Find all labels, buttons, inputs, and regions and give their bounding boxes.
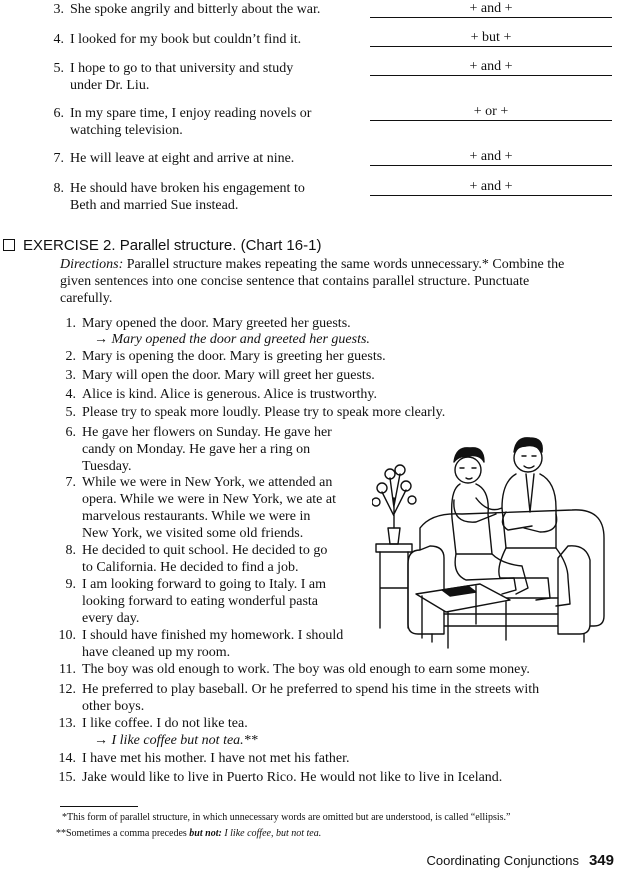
ex-item-10 bbox=[50, 627, 380, 661]
footnote-2 bbox=[56, 827, 612, 840]
ex-item-14 bbox=[50, 750, 610, 767]
item-text: He gave her flowers on Sunday. He gave her bbox=[82, 425, 332, 440]
item-text: other boys. bbox=[82, 699, 145, 714]
footnote-2-text: **Sometimes a comma precedes bbox=[56, 828, 190, 839]
item-text: He decided to quit school. He decided to go bbox=[82, 543, 328, 558]
item-text: She spoke angrily and bitterly about the war. bbox=[70, 2, 321, 17]
page-number: 349 bbox=[588, 852, 614, 869]
item-text: He should have broken his engagement to bbox=[70, 181, 305, 196]
checkbox[interactable] bbox=[3, 239, 15, 251]
item-number: 3. bbox=[65, 368, 76, 383]
answer-line: + or + bbox=[370, 104, 612, 121]
item-text: under Dr. Liu. bbox=[70, 78, 150, 93]
ex-item-13 bbox=[50, 715, 610, 749]
item-text: have cleaned up my room. bbox=[82, 645, 231, 660]
item-number: 14. bbox=[58, 751, 76, 766]
item-number: 4. bbox=[65, 387, 76, 402]
item-number: 8. bbox=[65, 543, 76, 558]
item-text: I like coffee. I do not like tea. bbox=[82, 716, 248, 731]
item-text: New York, we visited some old friends. bbox=[82, 526, 304, 541]
item-number: 11. bbox=[59, 662, 76, 677]
example-answer: → Mary opened the door and greeted her guests. bbox=[94, 332, 370, 347]
item-number: 12. bbox=[58, 682, 76, 697]
answer-line: + and + bbox=[370, 149, 612, 166]
item-text: looking forward to eating wonderful pasta bbox=[82, 594, 318, 609]
ex-item-2 bbox=[50, 348, 610, 365]
item-text: In my spare time, I enjoy reading novels or bbox=[70, 106, 312, 121]
directions-line: Parallel structure makes repeating the same words unnecessary.* Combine the bbox=[123, 257, 565, 272]
item-text: Beth and married Sue instead. bbox=[70, 198, 239, 213]
item-7-row bbox=[38, 150, 368, 167]
item-number: 2. bbox=[65, 349, 76, 364]
ex-item-5 bbox=[50, 404, 610, 421]
exercise-title: EXERCISE 2. Parallel structure. (Chart 16-1) bbox=[23, 237, 322, 254]
item-4-row bbox=[38, 31, 368, 48]
item-text: watching television. bbox=[70, 123, 183, 138]
item-text: Alice is kind. Alice is generous. Alice is trustworthy. bbox=[82, 387, 377, 402]
ex-item-12 bbox=[50, 681, 610, 715]
item-text: candy on Monday. He gave her a ring on bbox=[82, 442, 311, 457]
item-number: 9. bbox=[65, 577, 76, 592]
item-number: 6. bbox=[53, 106, 64, 121]
item-6-row bbox=[38, 105, 368, 139]
item-text: While we were in New York, we attended an bbox=[82, 475, 333, 490]
item-number: 13. bbox=[58, 716, 76, 731]
item-text: Tuesday. bbox=[82, 459, 132, 474]
item-number: 8. bbox=[53, 181, 64, 196]
ex-item-8 bbox=[50, 542, 370, 576]
item-number: 3. bbox=[53, 2, 64, 17]
item-number: 15. bbox=[58, 770, 76, 785]
directions-line: given sentences into one concise sentence that contains parallel structure. Punctuate bbox=[60, 274, 530, 289]
ex-item-3 bbox=[50, 367, 610, 384]
item-text: I am looking forward to going to Italy. I am bbox=[82, 577, 327, 592]
footnote-2-example: I like coffee, but not tea. bbox=[221, 828, 322, 839]
section-title: Coordinating Conjunctions bbox=[426, 853, 579, 868]
ex-item-7 bbox=[50, 474, 370, 542]
item-text: every day. bbox=[82, 611, 140, 626]
item-text: I hope to go to that university and study bbox=[70, 61, 294, 76]
item-number: 7. bbox=[53, 151, 64, 166]
item-number: 5. bbox=[65, 405, 76, 420]
couple-on-sofa-illustration bbox=[372, 428, 610, 650]
item-text: to California. He decided to find a job. bbox=[82, 560, 299, 575]
item-text: opera. While we were in New York, we ate at bbox=[82, 492, 336, 507]
example-answer: → I like coffee but not tea.** bbox=[94, 733, 258, 748]
item-8-row bbox=[38, 180, 368, 214]
item-number: 6. bbox=[65, 425, 76, 440]
ex-item-1 bbox=[50, 315, 610, 349]
item-5-row bbox=[38, 60, 368, 94]
ex-item-11 bbox=[50, 661, 610, 678]
page-footer bbox=[426, 852, 614, 870]
footnote-1: *This form of parallel structure, in which unnecessary words are omitted but are understood, is called “ellipsis.” bbox=[62, 812, 511, 823]
item-text: I should have finished my homework. I should bbox=[82, 628, 344, 643]
item-number: 5. bbox=[53, 61, 64, 76]
answer-line: + but + bbox=[370, 30, 612, 47]
item-number: 10. bbox=[58, 628, 76, 643]
ex-item-9 bbox=[50, 576, 370, 627]
answer-line: + and + bbox=[370, 179, 612, 196]
footnote-divider bbox=[60, 806, 138, 807]
item-text: The boy was old enough to work. The boy was old enough to earn some money. bbox=[82, 662, 530, 677]
answer-line: + and + bbox=[370, 1, 612, 18]
item-text: I have met his mother. I have not met his father. bbox=[82, 751, 350, 766]
ex-item-6 bbox=[50, 424, 370, 475]
item-text: Mary opened the door. Mary greeted her guests. bbox=[82, 316, 351, 331]
exercise-title-row bbox=[3, 237, 321, 254]
directions-label: Directions: bbox=[60, 257, 124, 272]
item-text: Jake would like to live in Puerto Rico. He would not like to live in Iceland. bbox=[82, 770, 503, 785]
footnote-2-bold: but not: bbox=[189, 828, 222, 839]
item-number: 7. bbox=[65, 475, 76, 490]
item-text: He will leave at eight and arrive at nine. bbox=[70, 151, 295, 166]
item-text: He preferred to play baseball. Or he preferred to spend his time in the streets with bbox=[82, 682, 540, 697]
item-text: Mary will open the door. Mary will greet her guests. bbox=[82, 368, 375, 383]
item-text: I looked for my book but couldn’t find it. bbox=[70, 32, 302, 47]
answer-line: + and + bbox=[370, 59, 612, 76]
item-text: Please try to speak more loudly. Please try to speak more clearly. bbox=[82, 405, 446, 420]
item-text: Mary is opening the door. Mary is greeting her guests. bbox=[82, 349, 386, 364]
item-text: marvelous restaurants. While we were in bbox=[82, 509, 311, 524]
directions bbox=[60, 256, 616, 307]
directions-line: carefully. bbox=[60, 291, 113, 306]
ex-item-15 bbox=[50, 769, 610, 786]
ex-item-4 bbox=[50, 386, 610, 403]
item-number: 4. bbox=[53, 32, 64, 47]
item-number: 1. bbox=[65, 316, 76, 331]
